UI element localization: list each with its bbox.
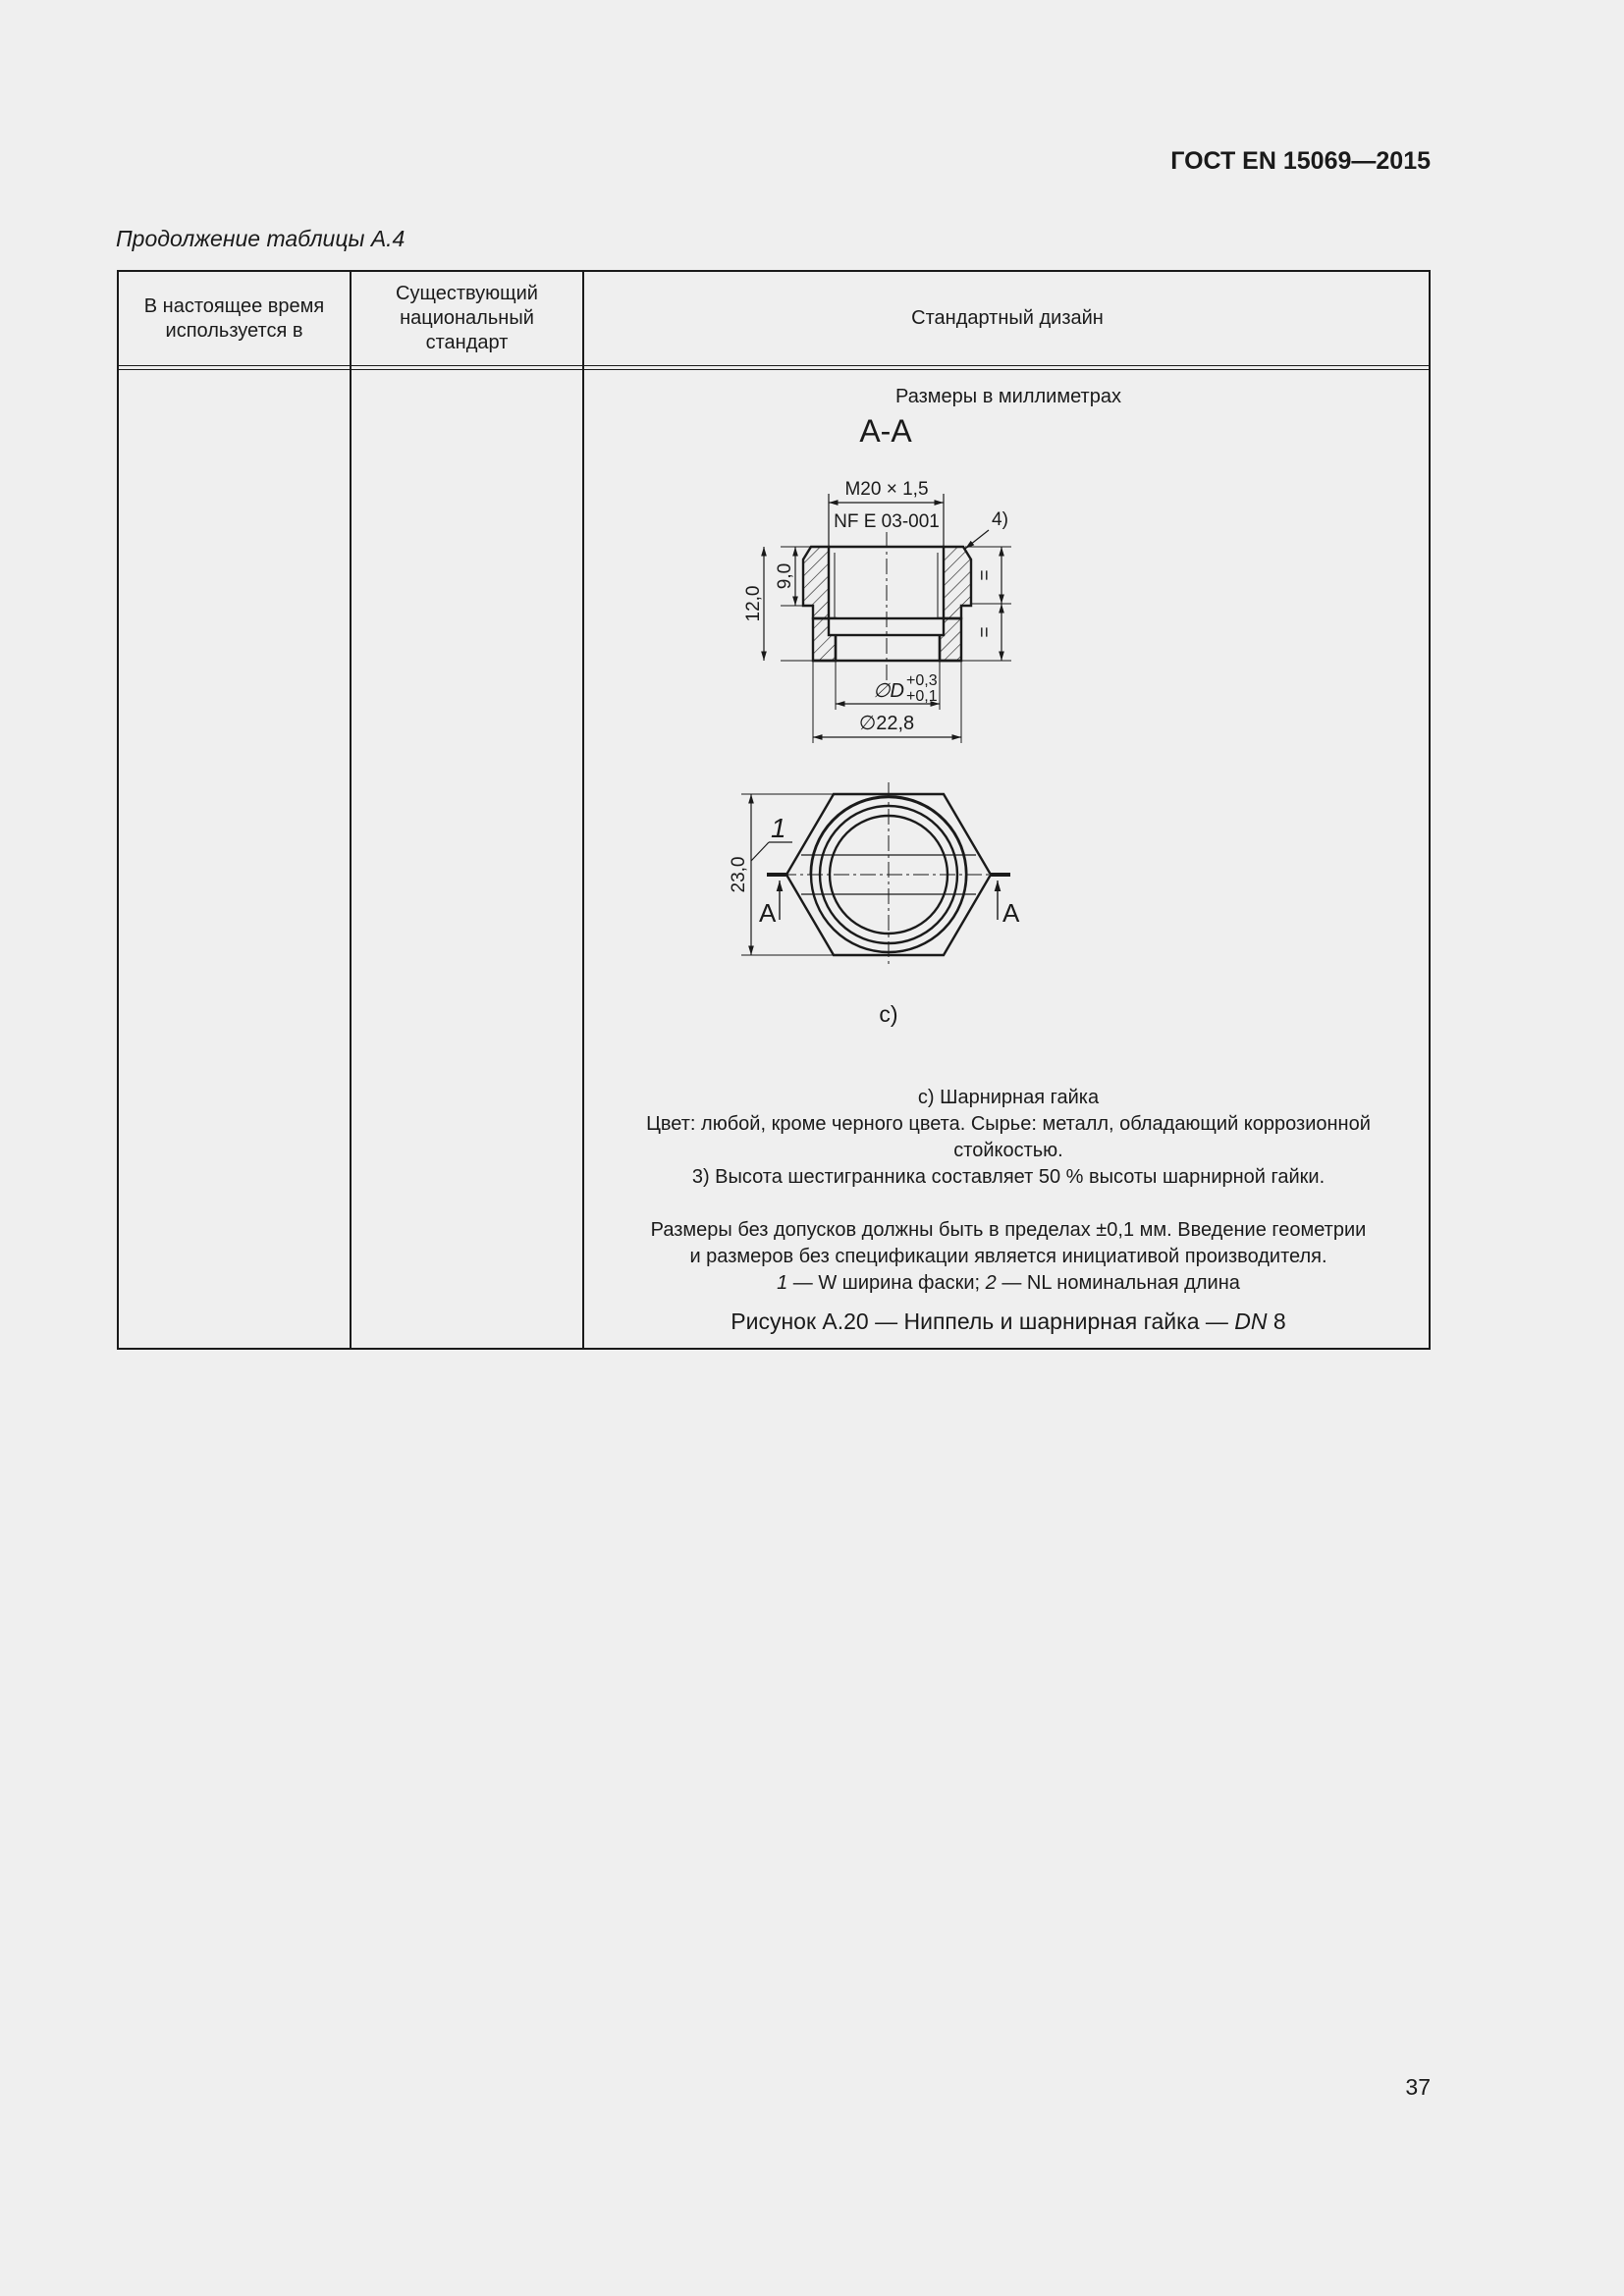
height-total-label: 12,0 [743, 585, 764, 622]
tolerance-upper: +0,3 [906, 672, 938, 689]
outer-diameter-label: ∅22,8 [858, 713, 915, 734]
section-title: А-А [859, 413, 912, 449]
callout-1: 1 [771, 813, 786, 843]
column-header-used-in: В настоящее время используется в [143, 294, 325, 342]
header-divider [119, 365, 1429, 366]
standard-design-cell [584, 370, 1433, 1350]
nut-wall-left [803, 547, 829, 618]
equal-mark-lower: = [975, 626, 996, 638]
technical-drawing [584, 370, 1433, 1096]
inner-diameter-label: ∅D [873, 680, 904, 702]
note-line: стойкостью. [953, 1140, 1063, 1161]
tolerance-lower: +0,1 [906, 688, 938, 705]
height-thread-label: 9,0 [775, 562, 795, 590]
page-number: 37 [1405, 2074, 1431, 2100]
dimensions-note: Размеры в миллиметрах [895, 386, 1121, 407]
thread-standard-label: NF E 03-001 [834, 511, 940, 532]
standards-table [117, 270, 1431, 1350]
section-letter-right: А [1002, 898, 1020, 928]
figure-notes [584, 1085, 1433, 1297]
view-label: c) [879, 1001, 898, 1027]
column-header-national-standard: Существующий национальный стандарт [396, 283, 538, 353]
column-divider [350, 272, 352, 1348]
note-line: Цвет: любой, кроме черного цвета. Сырье: металл, обладающий коррозионной [646, 1113, 1371, 1135]
footnote-ref: 4) [992, 509, 1008, 530]
across-flats-label: 23,0 [729, 856, 749, 893]
standard-code: ГОСТ EN 15069—2015 [1170, 147, 1431, 175]
legend-line: 1 — W ширина фаски; 2 — NL номинальная длина [777, 1272, 1240, 1294]
figure-caption: Рисунок А.20 — Ниппель и шарнирная гайка — DN 8 [731, 1308, 1286, 1334]
nut-wall-right [944, 547, 971, 618]
note-line: и размеров без спецификации является инициативой производителя. [689, 1246, 1327, 1267]
table-continuation-caption: Продолжение таблицы А.4 [116, 226, 406, 251]
note-line: Размеры без допусков должны быть в пределах ±0,1 мм. Введение геометрии [650, 1219, 1367, 1241]
equal-mark-upper: = [975, 569, 996, 581]
thread-label: M20 × 1,5 [844, 479, 929, 500]
note-line: 3) Высота шестигранника составляет 50 % высоты шарнирной гайки. [691, 1166, 1326, 1188]
section-letter-left: А [759, 898, 777, 928]
column-header-standard-design: Стандартный дизайн [911, 307, 1104, 329]
note-line: c) Шарнирная гайка [917, 1087, 1100, 1108]
